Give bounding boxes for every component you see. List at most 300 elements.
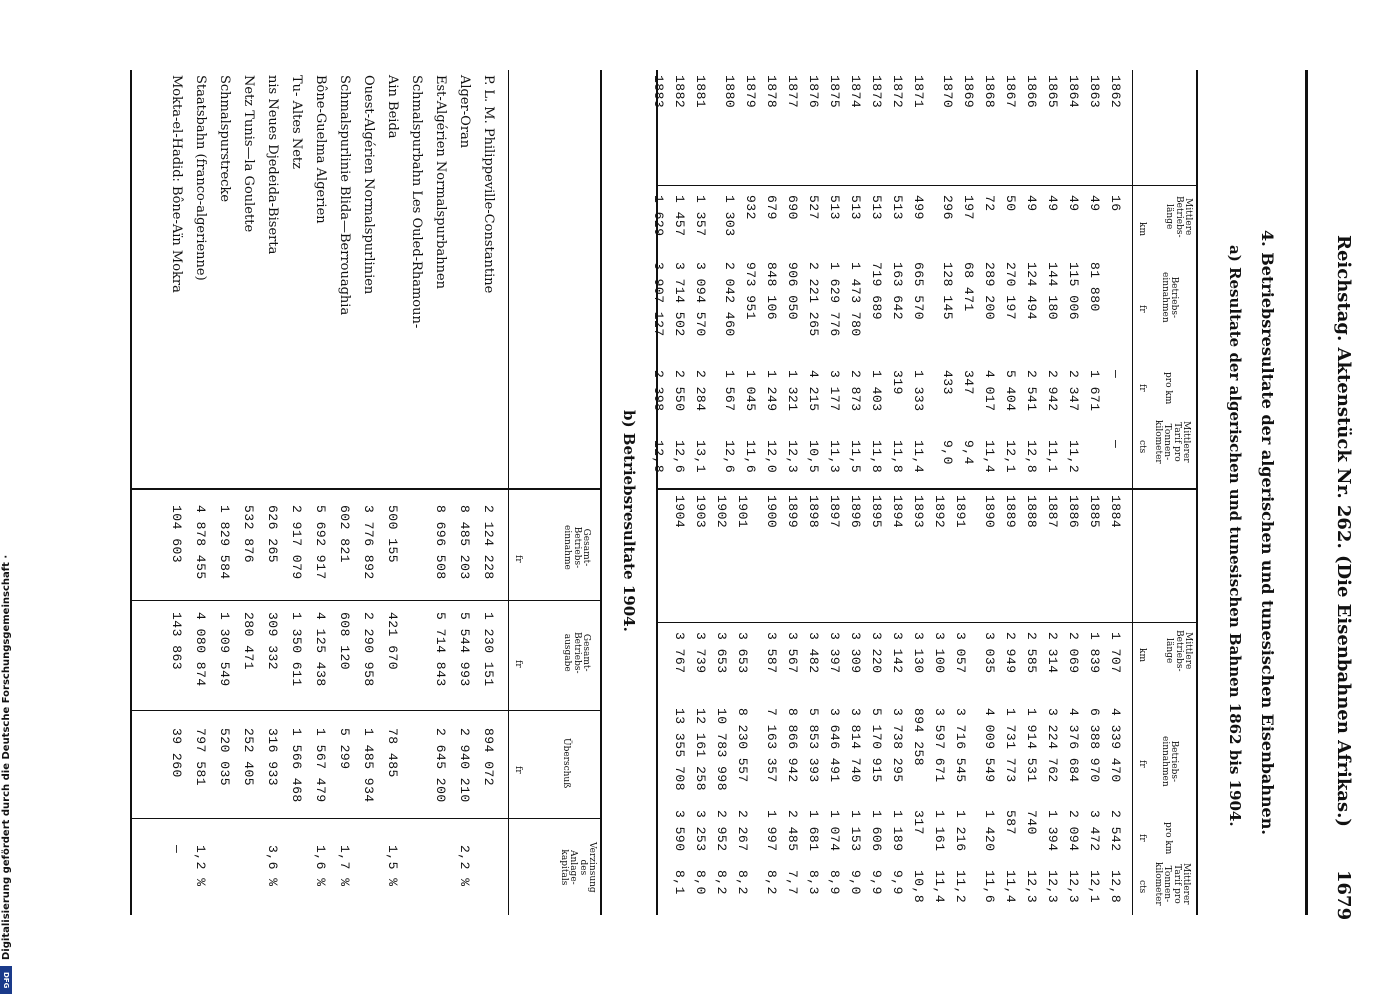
unit-fr-receipts-right: fr <box>1137 760 1147 768</box>
table-a-cell-year: 1889 <box>1003 495 1018 529</box>
table-b-row-label: Tu- Altes Netz <box>289 75 304 169</box>
table-b-cell-surplus: 2 940 210 <box>457 728 472 803</box>
table-a-cell-per_km: 3 472 <box>1087 810 1102 852</box>
table-a-cell-tariff: 11,2 <box>953 870 968 904</box>
table-a-cell-tariff: — <box>1108 440 1123 449</box>
table-b-cell-expense: 421 670 <box>385 612 400 671</box>
table-a-cell-length: 16 <box>1108 195 1123 212</box>
table-a-cell-per_km: 2 550 <box>672 370 687 412</box>
col-header-perkm-left: pro km <box>1163 372 1173 405</box>
table-a-cell-receipts: 1 914 531 <box>1024 708 1039 783</box>
unit-cts-left: cts <box>1137 440 1147 454</box>
table-a-cell-receipts: 10 783 998 <box>714 708 729 792</box>
table-b-cell-expense: 4 125 438 <box>313 612 328 687</box>
table-a-cell-per_km: 4 215 <box>806 370 821 412</box>
table-a-cell-length: 2 949 <box>1003 632 1018 674</box>
section-title: 4. Betriebsresultate der algerischen und tunesischen Eisenbahnen. <box>1258 230 1277 835</box>
table-a-cell-receipts: 665 570 <box>911 262 926 321</box>
table-a-cell-per_km: 4 017 <box>982 370 997 412</box>
table-b-row-label: Ain Beida <box>385 75 400 139</box>
table-a-cell-year: 1883 <box>651 75 666 109</box>
table-a-cell-per_km: 3 177 <box>827 370 842 412</box>
table-b-cell-income: 8 696 508 <box>433 505 448 580</box>
table-a-cell-receipts: 81 880 <box>1087 262 1102 312</box>
table-a-cell-year: 1864 <box>1066 75 1081 109</box>
table-a-cell-tariff: 11,2 <box>1066 440 1081 474</box>
table-a-cell-per_km: 1 333 <box>911 370 926 412</box>
table-a-cell-per_km: 433 <box>940 370 955 395</box>
table-a-cell-length: 49 <box>1024 195 1039 212</box>
table-a-cell-length: 3 587 <box>764 632 779 674</box>
table-a-cell-tariff: 9,0 <box>940 440 955 465</box>
table-a-cell-year: 1881 <box>693 75 708 109</box>
table-a-cell-tariff: 11,6 <box>743 440 758 474</box>
table-b-bottom-rule <box>130 70 132 915</box>
table-a-cell-per_km: 587 <box>1003 810 1018 835</box>
unit-surplus: fr <box>513 766 523 774</box>
table-b-label-divider <box>132 488 602 490</box>
table-a-cell-year: 1894 <box>890 495 905 529</box>
table-b-row-label: nis Neues Djedeida-Biserta <box>265 75 280 255</box>
table-a-cell-receipts: 5 853 393 <box>806 708 821 783</box>
table-b-cell-surplus: 2 645 200 <box>433 728 448 803</box>
table-b-top-rule <box>600 70 602 915</box>
table-b-row-label: Schmalspurbahn Les Ouled-Rhamoun- <box>409 75 424 329</box>
table-a-cell-length: 527 <box>806 195 821 220</box>
table-a-cell-receipts: 7 163 357 <box>764 708 779 783</box>
table-a-cell-receipts: 128 145 <box>940 262 955 321</box>
table-a-cell-per_km: 1 045 <box>743 370 758 412</box>
table-a-cell-length: 679 <box>764 195 779 220</box>
unit-fr-perkm-right: fr <box>1137 834 1147 842</box>
table-b-cell-surplus: 252 405 <box>241 728 256 787</box>
table-a-cell-tariff: 11,4 <box>982 440 997 474</box>
table-a-cell-per_km: 2 267 <box>735 810 750 852</box>
table-a-cell-length: 1 457 <box>672 195 687 237</box>
table-a-cell-year: 1874 <box>848 75 863 109</box>
table-a-cell-tariff: 7,7 <box>785 870 800 895</box>
table-a-cell-per_km: 1 161 <box>932 810 947 852</box>
table-a-cell-length: 49 <box>1045 195 1060 212</box>
table-a-cell-tariff: 12,1 <box>1087 870 1102 904</box>
table-a-year-divider-left <box>658 185 1198 186</box>
table-a-cell-year: 1895 <box>869 495 884 529</box>
table-a-cell-length: 3 482 <box>806 632 821 674</box>
table-a-cell-length: 1 707 <box>1108 632 1123 674</box>
table-a-cell-length: 690 <box>785 195 800 220</box>
table-b-row-label: Mokta-el-Hadid: Bône-Aïn Mokra <box>169 75 184 293</box>
table-a-cell-tariff: 8,2 <box>735 870 750 895</box>
table-a-cell-per_km: 347 <box>961 370 976 395</box>
table-a-cell-tariff: 12,8 <box>1108 870 1123 904</box>
table-a-cell-length: 3 035 <box>982 632 997 674</box>
table-a-cell-per_km: 1 671 <box>1087 370 1102 412</box>
table-a-cell-per_km: 1 394 <box>1045 810 1060 852</box>
table-a-cell-per_km: 1 074 <box>827 810 842 852</box>
table-b-cell-expense: 280 471 <box>241 612 256 671</box>
table-a-cell-year: 1863 <box>1087 75 1102 109</box>
table-a-cell-per_km: 1 420 <box>982 810 997 852</box>
table-a-cell-year: 1900 <box>764 495 779 529</box>
table-b-row-label: Est-Algérien Normalspurbahnen <box>433 75 448 290</box>
table-a-cell-length: 3 057 <box>953 632 968 674</box>
table-b-header-rule <box>508 70 509 915</box>
table-a-cell-length: 3 653 <box>735 632 750 674</box>
table-b-divider-3 <box>132 818 602 819</box>
table-a-cell-year: 1901 <box>735 495 750 529</box>
table-b-cell-expense: 309 332 <box>265 612 280 671</box>
table-b-cell-expense: 1 230 151 <box>481 612 496 687</box>
table-a-cell-receipts: 848 106 <box>764 262 779 321</box>
table-a-cell-receipts: 4 009 549 <box>982 708 997 783</box>
table-a-cell-year: 1877 <box>785 75 800 109</box>
table-a-cell-year: 1870 <box>940 75 955 109</box>
table-b-row-label: Ouest-Algérien Normalspurlinien <box>361 75 376 295</box>
table-a-cell-per_km: 2 398 <box>651 370 666 412</box>
col-header-tariff-right: Mittlerer Tarif pro Tonnen- kilometer <box>1152 862 1191 906</box>
table-a-block-divider <box>658 488 1198 490</box>
table-a-cell-tariff: 8,2 <box>764 870 779 895</box>
table-a-cell-tariff: 12,0 <box>764 440 779 474</box>
table-a-cell-tariff: 9,4 <box>961 440 976 465</box>
table-a-cell-per_km: 1 997 <box>764 810 779 852</box>
col-header-receipts-right: Betriebs- einnahmen <box>1159 736 1179 787</box>
table-a-cell-length: 49 <box>1087 195 1102 212</box>
table-b-cell-income: 626 265 <box>265 505 280 564</box>
table-a-cell-per_km: 2 952 <box>714 810 729 852</box>
table-a-cell-tariff: 8,2 <box>714 870 729 895</box>
table-a-cell-tariff: 12,3 <box>1045 870 1060 904</box>
table-b-cell-expense: 2 290 958 <box>361 612 376 687</box>
table-b-row-label: Alger-Oran <box>457 75 472 149</box>
unit-expense: fr <box>513 660 523 668</box>
table-a-cell-receipts: 1 731 773 <box>1003 708 1018 783</box>
table-a-cell-receipts: 3 646 491 <box>827 708 842 783</box>
table-a-cell-length: 1 303 <box>722 195 737 237</box>
table-a-cell-receipts: 144 180 <box>1045 262 1060 321</box>
table-a-cell-tariff: 11,6 <box>982 870 997 904</box>
unit-fr-perkm-left: fr <box>1137 384 1147 392</box>
table-a-cell-receipts: 5 170 915 <box>869 708 884 783</box>
table-b-cell-income: 602 821 <box>337 505 352 564</box>
table-a-cell-length: 513 <box>869 195 884 220</box>
table-b-cell-interest: — <box>169 845 184 854</box>
table-b-cell-interest: 1,6 % <box>313 845 328 887</box>
table-b-cell-income: 2 124 228 <box>481 505 496 580</box>
col-header-expense: Gesamt- Betriebs- ausgabe <box>562 632 591 674</box>
table-a-cell-receipts: 906 050 <box>785 262 800 321</box>
table-b-divider-2 <box>132 710 602 711</box>
table-a-cell-length: 513 <box>827 195 842 220</box>
table-a-cell-length: 296 <box>940 195 955 220</box>
table-b-cell-surplus: 1 485 934 <box>361 728 376 803</box>
col-header-length-left: Mittlere Betriebs- länge <box>1164 196 1193 238</box>
table-a-cell-receipts: 3 714 502 <box>672 262 687 337</box>
table-a-cell-tariff: 11,8 <box>890 440 905 474</box>
table-b-cell-expense: 608 120 <box>337 612 352 671</box>
table-b-cell-income: 104 603 <box>169 505 184 564</box>
table-a-cell-per_km: 1 153 <box>848 810 863 852</box>
table-b-row-label: P. L. M. Philippeville-Constantine <box>481 75 496 294</box>
table-a-cell-year: 1880 <box>722 75 737 109</box>
table-a-cell-year: 1891 <box>953 495 968 529</box>
table-a-cell-year: 1898 <box>806 495 821 529</box>
table-a-cell-tariff: 9,9 <box>869 870 884 895</box>
table-b-row-label: Schmalspurlinie Blida—Berrouaghia <box>337 75 352 316</box>
table-b-cell-interest: 3,6 % <box>265 845 280 887</box>
table-a-cell-receipts: 973 951 <box>743 262 758 321</box>
table-a-cell-per_km: 317 <box>911 810 926 835</box>
table-a-cell-receipts: 3 597 671 <box>932 708 947 783</box>
table-a-cell-receipts: 289 200 <box>982 262 997 321</box>
table-a-cell-length: 1 357 <box>693 195 708 237</box>
table-a-cell-length: 197 <box>961 195 976 220</box>
page-header-title: Reichstag. Aktenstück Nr. 262. (Die Eisenbahnen Afrikas.) <box>1333 235 1354 827</box>
table-a-cell-per_km: 2 542 <box>1108 810 1123 852</box>
table-a-cell-per_km: 1 321 <box>785 370 800 412</box>
table-a-cell-per_km: 1 189 <box>890 810 905 852</box>
table-a-cell-per_km: 2 347 <box>1066 370 1081 412</box>
table-a-cell-receipts: 270 197 <box>1003 262 1018 321</box>
table-b-cell-expense: 143 863 <box>169 612 184 671</box>
table-b-cell-expense: 1 350 611 <box>289 612 304 687</box>
table-a-cell-year: 1878 <box>764 75 779 109</box>
table-a-cell-year: 1868 <box>982 75 997 109</box>
table-a-cell-year: 1875 <box>827 75 842 109</box>
table-b-cell-income: 2 917 079 <box>289 505 304 580</box>
table-b-cell-surplus: 1 567 479 <box>313 728 328 803</box>
table-a-cell-year: 1888 <box>1024 495 1039 529</box>
table-a-cell-receipts: 13 355 708 <box>672 708 687 792</box>
table-a-cell-length: 1 839 <box>1087 632 1102 674</box>
table-a-cell-year: 1902 <box>714 495 729 529</box>
table-b-row-label: Bône-Guelma Algerien <box>313 75 328 224</box>
table-a-cell-year: 1896 <box>848 495 863 529</box>
table-b-row-label: Staatsbahn (franco-algerienne) <box>193 75 208 281</box>
dfg-logo: DFG <box>0 966 12 994</box>
table-b-cell-interest: 1,5 % <box>385 845 400 887</box>
table-a-cell-length: 2 069 <box>1066 632 1081 674</box>
table-a-cell-year: 1904 <box>672 495 687 529</box>
table-b-cell-interest: 1,2 % <box>193 845 208 887</box>
table-a-cell-tariff: 12,3 <box>1066 870 1081 904</box>
table-a-cell-receipts: 115 006 <box>1066 262 1081 321</box>
table-a-cell-tariff: 8,3 <box>806 870 821 895</box>
table-a-cell-year: 1890 <box>982 495 997 529</box>
table-b-cell-surplus: 797 581 <box>193 728 208 787</box>
table-a-cell-tariff: 9,0 <box>848 870 863 895</box>
table-a-cell-length: 2 314 <box>1045 632 1060 674</box>
table-a-cell-per_km: 2 284 <box>693 370 708 412</box>
table-a-cell-receipts: 4 339 470 <box>1108 708 1123 783</box>
table-a-cell-length: 3 567 <box>785 632 800 674</box>
table-a-cell-tariff: 12,6 <box>722 440 737 474</box>
table-b-cell-expense: 4 080 874 <box>193 612 208 687</box>
table-a-cell-tariff: 8,0 <box>693 870 708 895</box>
table-a-cell-receipts: 6 388 970 <box>1087 708 1102 783</box>
table-a-cell-tariff: 13,1 <box>693 440 708 474</box>
table-a-cell-tariff: 10,5 <box>806 440 821 474</box>
table-a-cell-length: 3 220 <box>869 632 884 674</box>
table-a-cell-length: 932 <box>743 195 758 220</box>
table-a-cell-length: 513 <box>890 195 905 220</box>
table-a-cell-receipts: 1 629 776 <box>827 262 842 337</box>
table-a-cell-tariff: 12,3 <box>785 440 800 474</box>
table-a-cell-per_km: 2 541 <box>1024 370 1039 412</box>
table-a-cell-per_km: 1 567 <box>722 370 737 412</box>
table-a-cell-length: 1 629 <box>651 195 666 237</box>
table-a-cell-year: 1865 <box>1045 75 1060 109</box>
table-b-cell-income: 500 155 <box>385 505 400 564</box>
table-b-cell-expense: 5 714 843 <box>433 612 448 687</box>
table-a-cell-tariff: 12,6 <box>672 440 687 474</box>
table-a-cell-receipts: 2 221 265 <box>806 262 821 337</box>
table-a-cell-length: 3 739 <box>693 632 708 674</box>
table-a-cell-year: 1884 <box>1108 495 1123 529</box>
table-a-cell-per_km: 1 249 <box>764 370 779 412</box>
table-b-cell-surplus: 78 485 <box>385 728 400 778</box>
table-a-cell-tariff: 11,8 <box>869 440 884 474</box>
table-a-cell-length: 3 130 <box>911 632 926 674</box>
section-a-title: a) Resultate der algerischen und tunesischen Bahnen 1862 bis 1904. <box>1226 245 1244 827</box>
table-b-cell-surplus: 1 566 468 <box>289 728 304 803</box>
table-a-cell-tariff: 8,9 <box>827 870 842 895</box>
table-a-cell-receipts: 8 866 942 <box>785 708 800 783</box>
col-header-perkm-right: pro km <box>1163 822 1173 855</box>
table-a-cell-receipts: 4 376 684 <box>1066 708 1081 783</box>
table-a-cell-per_km: 3 253 <box>693 810 708 852</box>
table-a-cell-year: 1873 <box>869 75 884 109</box>
table-a-cell-receipts: 68 471 <box>961 262 976 312</box>
table-a-cell-tariff: 12,8 <box>1024 440 1039 474</box>
table-a-cell-year: 1885 <box>1087 495 1102 529</box>
table-b-cell-surplus: 5 299 <box>337 728 352 770</box>
table-a-cell-receipts: 2 042 460 <box>722 262 737 337</box>
table-a-cell-per_km: 2 485 <box>785 810 800 852</box>
table-a-cell-length: 499 <box>911 195 926 220</box>
table-a-cell-year: 1882 <box>672 75 687 109</box>
table-a-cell-tariff: 8,1 <box>672 870 687 895</box>
table-b-cell-expense: 1 309 549 <box>217 612 232 687</box>
section-b-title: b) Betriebsresultate 1904. <box>620 410 638 632</box>
table-a-cell-year: 1867 <box>1003 75 1018 109</box>
table-a-cell-tariff: 11,4 <box>1003 870 1018 904</box>
col-header-length-right: Mittlere Betriebs- länge <box>1164 630 1193 672</box>
table-a-cell-length: 3 309 <box>848 632 863 674</box>
table-a-cell-per_km: 3 590 <box>672 810 687 852</box>
table-b-cell-income: 1 829 584 <box>217 505 232 580</box>
table-a-header-rule <box>1132 70 1133 915</box>
page-number: 1679 <box>1333 870 1354 921</box>
table-a-cell-receipts: 3 716 545 <box>953 708 968 783</box>
table-b-cell-income: 532 876 <box>241 505 256 564</box>
table-a-cell-per_km: 1 606 <box>869 810 884 852</box>
table-a-cell-year: 1871 <box>911 75 926 109</box>
table-a-cell-year: 1872 <box>890 75 905 109</box>
table-a-cell-year: 1893 <box>911 495 926 529</box>
unit-km-left: km <box>1137 222 1147 236</box>
table-a-top-rule <box>1196 70 1198 915</box>
table-a-cell-year: 1866 <box>1024 75 1039 109</box>
table-a-cell-tariff: 11,4 <box>932 870 947 904</box>
table-a-cell-tariff: 12,1 <box>1003 440 1018 474</box>
table-a-cell-per_km: 319 <box>890 370 905 395</box>
table-a-cell-year: 1862 <box>1108 75 1123 109</box>
table-a-cell-length: 3 142 <box>890 632 905 674</box>
table-a-cell-year: 1897 <box>827 495 842 529</box>
table-a-cell-tariff: 11,5 <box>848 440 863 474</box>
table-b-divider-1 <box>132 600 602 601</box>
table-a-cell-length: 513 <box>848 195 863 220</box>
table-b-cell-surplus: 894 072 <box>481 728 496 787</box>
col-header-income: Gesamt- Betriebs- einnahme <box>562 525 591 570</box>
table-a-cell-tariff: 10,8 <box>911 870 926 904</box>
funding-note: Digitalisierung gefördert durch die Deutsche Forschungsgemeinschaft · <box>1 554 12 960</box>
table-b-row-label: Schmalspurstrecke <box>217 75 232 203</box>
table-a-cell-per_km: 1 403 <box>869 370 884 412</box>
table-a-cell-tariff: 11,4 <box>911 440 926 474</box>
header-rule <box>1305 70 1308 915</box>
unit-fr-receipts-left: fr <box>1137 305 1147 313</box>
unit-cts-right: cts <box>1137 880 1147 894</box>
col-header-surplus: Überschuß <box>561 738 571 789</box>
table-a-cell-per_km: 1 216 <box>953 810 968 852</box>
table-a-cell-length: 72 <box>982 195 997 212</box>
unit-km-right: km <box>1137 648 1147 662</box>
table-a-cell-receipts: 8 230 557 <box>735 708 750 783</box>
table-a-cell-length: 3 767 <box>672 632 687 674</box>
table-a-cell-per_km: 2 094 <box>1066 810 1081 852</box>
table-b-cell-income: 4 878 455 <box>193 505 208 580</box>
table-a-cell-length: 49 <box>1066 195 1081 212</box>
table-b-row-label: Netz Tunis—la Goulette <box>241 75 256 233</box>
table-a-cell-length: 3 397 <box>827 632 842 674</box>
table-a-cell-year: 1869 <box>961 75 976 109</box>
table-a-cell-receipts: 3 094 570 <box>693 262 708 337</box>
table-a-cell-length: 3 100 <box>932 632 947 674</box>
table-a-cell-per_km: 2 873 <box>848 370 863 412</box>
table-b-cell-income: 3 776 892 <box>361 505 376 580</box>
table-a-cell-length: 2 585 <box>1024 632 1039 674</box>
table-a-cell-year: 1887 <box>1045 495 1060 529</box>
table-a-cell-receipts: 12 161 258 <box>693 708 708 792</box>
table-a-cell-year: 1903 <box>693 495 708 529</box>
table-b-cell-expense: 5 544 993 <box>457 612 472 687</box>
table-a-cell-receipts: 894 258 <box>911 708 926 767</box>
col-header-tariff-left: Mittlerer Tarif pro Tonnen- kilometer <box>1152 420 1191 464</box>
table-b-cell-surplus: 520 035 <box>217 728 232 787</box>
table-a-cell-per_km: 5 404 <box>1003 370 1018 412</box>
table-a-cell-tariff: 11,3 <box>827 440 842 474</box>
table-a-cell-year: 1879 <box>743 75 758 109</box>
table-a-cell-length: 3 653 <box>714 632 729 674</box>
table-a-cell-year: 1876 <box>806 75 821 109</box>
table-a-cell-receipts: 124 494 <box>1024 262 1039 321</box>
table-a-cell-receipts: 719 689 <box>869 262 884 321</box>
table-a-cell-year: 1899 <box>785 495 800 529</box>
table-a-cell-receipts: 163 642 <box>890 262 905 321</box>
table-a-cell-length: 50 <box>1003 195 1018 212</box>
table-b-cell-interest: 2,2 % <box>457 845 472 887</box>
table-a-cell-receipts: 3 814 740 <box>848 708 863 783</box>
table-a-cell-tariff: 11,1 <box>1045 440 1060 474</box>
table-a-cell-per_km: — <box>1108 370 1123 379</box>
table-a-cell-receipts: 1 473 780 <box>848 262 863 337</box>
table-a-year-divider-right <box>658 622 1198 623</box>
table-b-cell-surplus: 39 260 <box>169 728 184 778</box>
table-a-cell-tariff: 12,3 <box>1024 870 1039 904</box>
table-a-cell-tariff: 9,9 <box>890 870 905 895</box>
